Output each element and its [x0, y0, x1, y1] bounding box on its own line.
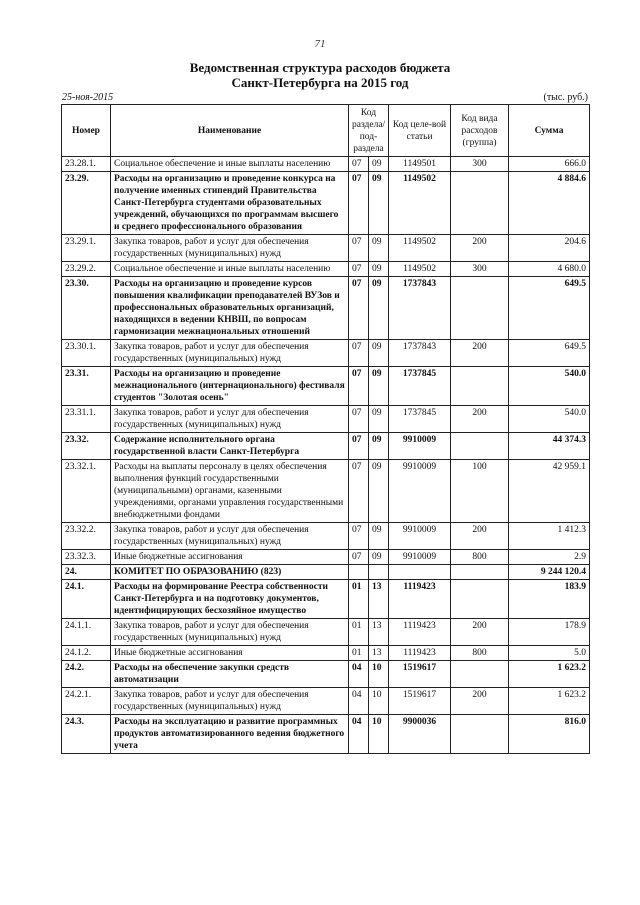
row-subsection-code: 09: [369, 550, 389, 565]
row-name: Социальное обеспечение и иные выплаты населению: [111, 157, 349, 172]
table-row: [62, 262, 590, 277]
row-subsection-code: 10: [369, 661, 389, 688]
row-expense-type: [451, 580, 509, 619]
row-subsection-code: 13: [369, 646, 389, 661]
budget-table: [61, 104, 590, 754]
header-amount: Сумма: [509, 105, 590, 157]
table-row: [62, 688, 590, 715]
row-name: Закупка товаров, работ и услуг для обеспечения государственных (муниципальных) нужд: [111, 235, 349, 262]
row-expense-type: 200: [451, 340, 509, 367]
table-row: [62, 565, 590, 580]
row-name: Социальное обеспечение и иные выплаты населению: [111, 262, 349, 277]
row-name: Закупка товаров, работ и услуг для обеспечения государственных (муниципальных) нужд: [111, 340, 349, 367]
row-amount: 9 244 120.4: [509, 565, 590, 580]
row-subsection-code: 09: [369, 157, 389, 172]
row-number: 23.29.2.: [62, 262, 111, 277]
row-section-code: 07: [349, 406, 369, 433]
row-target-code: 1119423: [389, 580, 451, 619]
row-section-code: 07: [349, 340, 369, 367]
row-amount: 649.5: [509, 277, 590, 340]
table-row: [62, 580, 590, 619]
row-amount: 1 623.2: [509, 688, 590, 715]
row-target-code: [389, 565, 451, 580]
row-target-code: 1737845: [389, 367, 451, 406]
row-name: Закупка товаров, работ и услуг для обеспечения государственных (муниципальных) нужд: [111, 688, 349, 715]
row-expense-type: [451, 565, 509, 580]
row-number: 23.32.3.: [62, 550, 111, 565]
table-row: [62, 277, 590, 340]
header-number: Номер: [62, 105, 111, 157]
row-amount: 183.9: [509, 580, 590, 619]
row-expense-type: [451, 172, 509, 235]
row-amount: 44 374.3: [509, 433, 590, 460]
row-expense-type: [451, 661, 509, 688]
row-target-code: 1519617: [389, 661, 451, 688]
row-name: Расходы на организацию и проведение курсов повышения квалификации преподавателей ВУЗов и профессиональных образовательных организаций, находящихся в ведении КНВШ, по вопросам гармонизации межнациональных отношений: [111, 277, 349, 340]
row-target-code: 1119423: [389, 646, 451, 661]
row-name: Закупка товаров, работ и услуг для обеспечения государственных (муниципальных) нужд: [111, 523, 349, 550]
row-name: Закупка товаров, работ и услуг для обеспечения государственных (муниципальных) нужд: [111, 406, 349, 433]
row-amount: 649.5: [509, 340, 590, 367]
row-target-code: 1149502: [389, 172, 451, 235]
row-subsection-code: 09: [369, 433, 389, 460]
row-section-code: 07: [349, 172, 369, 235]
row-number: 23.30.1.: [62, 340, 111, 367]
row-section-code: 04: [349, 715, 369, 754]
row-expense-type: 200: [451, 619, 509, 646]
row-subsection-code: [369, 565, 389, 580]
row-target-code: 1149502: [389, 235, 451, 262]
row-subsection-code: 09: [369, 460, 389, 523]
row-number: 24.1.2.: [62, 646, 111, 661]
row-name: Иные бюджетные ассигнования: [111, 550, 349, 565]
row-number: 23.31.1.: [62, 406, 111, 433]
row-expense-type: 800: [451, 646, 509, 661]
row-name: КОМИТЕТ ПО ОБРАЗОВАНИЮ (823): [111, 565, 349, 580]
row-expense-type: [451, 277, 509, 340]
row-section-code: 07: [349, 367, 369, 406]
row-expense-type: 200: [451, 406, 509, 433]
row-number: 23.31.: [62, 367, 111, 406]
row-target-code: 1149502: [389, 262, 451, 277]
row-amount: 816.0: [509, 715, 590, 754]
row-number: 23.32.: [62, 433, 111, 460]
row-subsection-code: 09: [369, 340, 389, 367]
row-expense-type: 200: [451, 688, 509, 715]
row-target-code: 1149501: [389, 157, 451, 172]
row-section-code: 07: [349, 550, 369, 565]
row-section-code: 07: [349, 157, 369, 172]
row-subsection-code: 09: [369, 367, 389, 406]
table-row: [62, 235, 590, 262]
title-line-1: Ведомственная структура расходов бюджета: [189, 60, 451, 75]
row-amount: 178.9: [509, 619, 590, 646]
row-section-code: 07: [349, 523, 369, 550]
row-number: 23.29.: [62, 172, 111, 235]
row-amount: 42 959.1: [509, 460, 590, 523]
row-number: 23.30.: [62, 277, 111, 340]
row-expense-type: [451, 715, 509, 754]
row-amount: 4 884.6: [509, 172, 590, 235]
row-expense-type: [451, 367, 509, 406]
row-name: Содержание исполнительного органа государственной власти Санкт-Петербурга: [111, 433, 349, 460]
row-subsection-code: 09: [369, 523, 389, 550]
row-expense-type: 200: [451, 523, 509, 550]
header-target: Код целе-вой статьи: [389, 105, 451, 157]
row-section-code: 01: [349, 580, 369, 619]
header-name: Наименование: [111, 105, 349, 157]
row-target-code: 9900036: [389, 715, 451, 754]
row-name: Расходы на организацию и проведение межнационального (интернационального) фестиваля студентов "Золотая осень": [111, 367, 349, 406]
table-row: [62, 406, 590, 433]
units-label: (тыс. руб.): [543, 92, 588, 103]
table-row: [62, 172, 590, 235]
row-subsection-code: 09: [369, 235, 389, 262]
row-section-code: [349, 565, 369, 580]
row-number: 24.1.: [62, 580, 111, 619]
row-section-code: 04: [349, 661, 369, 688]
row-amount: 540.0: [509, 406, 590, 433]
table-row: [62, 367, 590, 406]
table-body: [62, 157, 590, 754]
row-number: 24.2.: [62, 661, 111, 688]
row-target-code: 1119423: [389, 619, 451, 646]
row-number: 24.3.: [62, 715, 111, 754]
row-expense-type: [451, 433, 509, 460]
document-date: 25-ноя-2015: [62, 92, 114, 103]
row-amount: 666.0: [509, 157, 590, 172]
row-target-code: 9910009: [389, 433, 451, 460]
row-number: 23.28.1.: [62, 157, 111, 172]
row-expense-type: 800: [451, 550, 509, 565]
table-row: [62, 157, 590, 172]
page-number: 71: [314, 38, 326, 50]
row-target-code: 9910009: [389, 460, 451, 523]
row-name: Закупка товаров, работ и услуг для обеспечения государственных (муниципальных) нужд: [111, 619, 349, 646]
header-section: Код раздела/ под-раздела: [349, 105, 389, 157]
table-row: [62, 460, 590, 523]
row-name: Расходы на эксплуатацию и развитие программных продуктов автоматизированного ведения бюджетного учета: [111, 715, 349, 754]
table-row: [62, 715, 590, 754]
row-expense-type: 100: [451, 460, 509, 523]
row-target-code: 1737843: [389, 340, 451, 367]
row-number: 24.2.1.: [62, 688, 111, 715]
table-row: [62, 550, 590, 565]
row-section-code: 07: [349, 433, 369, 460]
row-expense-type: 300: [451, 262, 509, 277]
row-target-code: 9910009: [389, 550, 451, 565]
row-amount: 5.0: [509, 646, 590, 661]
row-section-code: 01: [349, 646, 369, 661]
row-subsection-code: 09: [369, 277, 389, 340]
row-subsection-code: 09: [369, 406, 389, 433]
row-amount: 540.0: [509, 367, 590, 406]
row-number: 23.32.2.: [62, 523, 111, 550]
row-section-code: 07: [349, 262, 369, 277]
row-expense-type: 200: [451, 235, 509, 262]
row-amount: 1 412.3: [509, 523, 590, 550]
row-target-code: 9910009: [389, 523, 451, 550]
row-name: Иные бюджетные ассигнования: [111, 646, 349, 661]
row-name: Расходы на выплаты персоналу в целях обеспечения выполнения функций государственными (муниципальными) органами, казенными учреждениями, органами управления государственными внебюджетными фондами: [111, 460, 349, 523]
row-number: 23.32.1.: [62, 460, 111, 523]
row-target-code: 1737845: [389, 406, 451, 433]
row-target-code: 1519617: [389, 688, 451, 715]
row-section-code: 07: [349, 460, 369, 523]
table-header-row: [62, 105, 590, 157]
row-name: Расходы на обеспечение закупки средств автоматизации: [111, 661, 349, 688]
title-line-2: Санкт-Петербурга на 2015 год: [231, 75, 409, 90]
row-number: 24.1.1.: [62, 619, 111, 646]
row-target-code: 1737843: [389, 277, 451, 340]
row-name: Расходы на организацию и проведение конкурса на получение именных стипендий Правительства Санкт-Петербурга студентами образовательных учреждений, обучающихся по программам высшего и среднего профессионального образования: [111, 172, 349, 235]
row-section-code: 07: [349, 277, 369, 340]
row-section-code: 01: [349, 619, 369, 646]
table-row: [62, 646, 590, 661]
table-row: [62, 433, 590, 460]
table-row: [62, 661, 590, 688]
row-amount: 4 680.0: [509, 262, 590, 277]
row-section-code: 04: [349, 688, 369, 715]
row-subsection-code: 09: [369, 172, 389, 235]
row-amount: 204.6: [509, 235, 590, 262]
row-number: 24.: [62, 565, 111, 580]
row-subsection-code: 13: [369, 580, 389, 619]
row-subsection-code: 10: [369, 688, 389, 715]
table-row: [62, 619, 590, 646]
row-amount: 2.9: [509, 550, 590, 565]
row-amount: 1 623.2: [509, 661, 590, 688]
row-section-code: 07: [349, 235, 369, 262]
row-number: 23.29.1.: [62, 235, 111, 262]
document-title: [0, 60, 640, 90]
row-name: Расходы на формирование Реестра собственности Санкт-Петербурга и на подготовку документов, идентифицирующих бесхозяйное имущество: [111, 580, 349, 619]
header-expense-type: Код вида расходов (группа): [451, 105, 509, 157]
table-row: [62, 523, 590, 550]
table-row: [62, 340, 590, 367]
row-subsection-code: 10: [369, 715, 389, 754]
row-subsection-code: 13: [369, 619, 389, 646]
row-expense-type: 300: [451, 157, 509, 172]
row-subsection-code: 09: [369, 262, 389, 277]
